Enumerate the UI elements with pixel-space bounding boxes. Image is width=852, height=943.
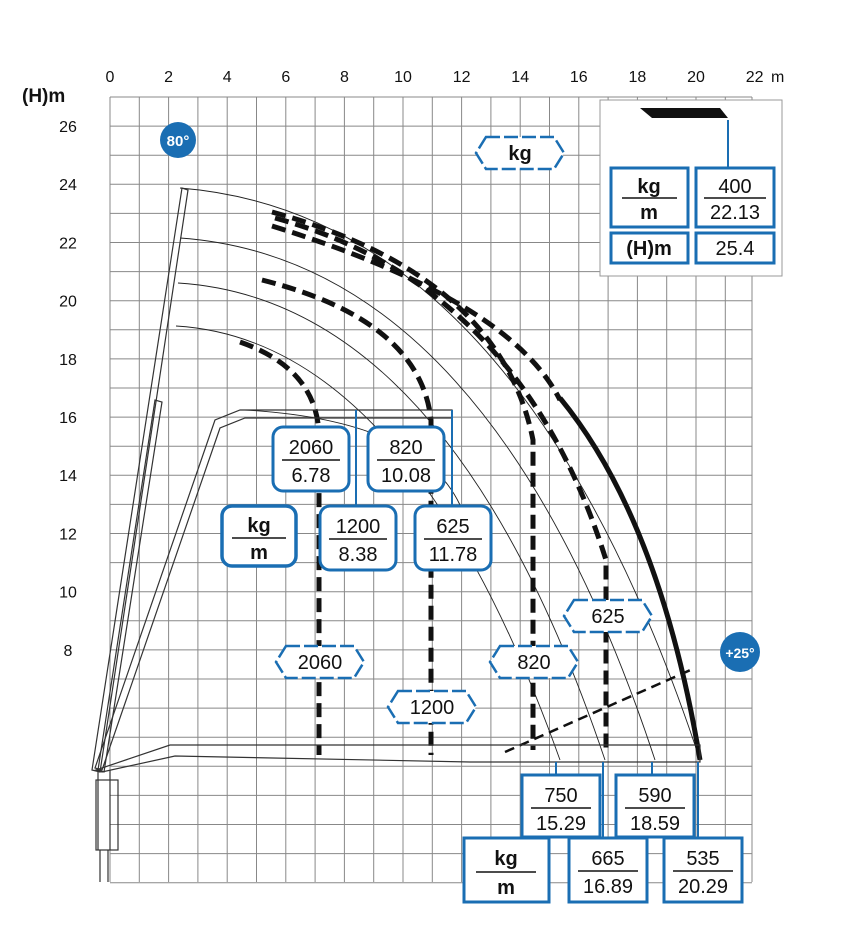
- load-kg: 820: [389, 437, 423, 459]
- load-box-750: [522, 775, 600, 837]
- unit-m-label-2: m: [497, 877, 515, 899]
- unit-box-bottom: [464, 838, 549, 902]
- legend-kg-label: kg: [637, 176, 661, 198]
- x-tick-label: 2: [164, 69, 174, 86]
- y-axis-title: (H)m: [22, 86, 66, 107]
- load-box-665: [569, 838, 647, 902]
- y-axis-ticks: [59, 119, 77, 660]
- load-box-535: [664, 838, 742, 902]
- load-kg: 750: [544, 785, 578, 807]
- boom-vertical: [92, 188, 188, 772]
- legend-h-label: (H)m: [626, 238, 672, 260]
- load-kg: 1200: [335, 516, 381, 538]
- y-tick-label: 12: [59, 526, 77, 544]
- load-box-820: [368, 427, 444, 491]
- x-tick-label: 8: [339, 69, 349, 86]
- y-tick-label: 8: [63, 642, 73, 660]
- unit-kg-label-2: kg: [494, 848, 518, 870]
- boom-symbol-icon: [640, 108, 728, 118]
- load-kg: 2060: [288, 437, 334, 459]
- boom-horizontal: [96, 745, 700, 772]
- load-box-590: [616, 775, 694, 837]
- load-reach: 15.29: [535, 813, 587, 835]
- kg-tag-820: [490, 646, 578, 678]
- max-reach-curve: [560, 398, 700, 760]
- y-tick-label: 26: [59, 119, 77, 136]
- legend-height: 25.4: [715, 238, 755, 260]
- kg-tag-label: kg: [508, 143, 532, 165]
- x-unit-label: m: [771, 69, 785, 86]
- x-tick-label: 10: [394, 69, 412, 86]
- load-kg: 535: [686, 848, 720, 870]
- kg-tag-label: 625: [591, 606, 625, 628]
- y-tick-label: 10: [59, 584, 77, 602]
- kg-tag-kg: [476, 137, 564, 169]
- legend-load: 400: [718, 176, 752, 198]
- load-reach: 20.29: [677, 876, 729, 898]
- load-kg: 665: [591, 848, 625, 870]
- load-reach: 18.59: [629, 813, 681, 835]
- x-axis-ticks: [106, 69, 764, 86]
- kg-tag-2060: [276, 646, 364, 678]
- boom-vertical-inner: [98, 400, 162, 772]
- x-tick-label: 4: [222, 69, 232, 86]
- load-reach: 8.38: [338, 544, 378, 566]
- kg-tag-label: 1200: [409, 697, 455, 719]
- kg-tag-625: [564, 600, 652, 632]
- x-tick-label: 18: [628, 69, 647, 86]
- load-box-1200: [320, 506, 396, 570]
- kg-tag-label: 2060: [297, 652, 343, 674]
- kg-tag-1200: [388, 691, 476, 723]
- load-reach: 11.78: [428, 544, 478, 566]
- load-kg: 625: [436, 516, 470, 538]
- x-tick-label: 20: [687, 69, 705, 86]
- crane-base: [98, 770, 110, 882]
- load-box-625: [415, 506, 491, 570]
- load-kg: 590: [638, 785, 672, 807]
- load-box-2060: [273, 427, 349, 491]
- kg-tag-label: 820: [517, 652, 551, 674]
- load-reach: 10.08: [380, 465, 432, 487]
- x-tick-label: 16: [569, 69, 588, 86]
- y-tick-label: 18: [59, 351, 77, 369]
- unit-box-mid: [222, 506, 296, 566]
- crane-column: [96, 780, 118, 850]
- y-tick-label: 22: [59, 235, 77, 253]
- angle-25-label: +25°: [725, 645, 755, 661]
- load-reach: 16.89: [582, 876, 634, 898]
- legend-reach: 22.13: [709, 202, 761, 224]
- x-tick-label: 22: [745, 69, 764, 86]
- angle-80-label: 80°: [166, 133, 190, 150]
- unit-m-label: m: [250, 542, 268, 564]
- x-tick-label: 12: [452, 69, 471, 86]
- x-tick-label: 6: [281, 69, 291, 86]
- load-reach: 6.78: [291, 465, 331, 487]
- y-tick-label: 24: [59, 177, 77, 195]
- legend-m-label: m: [640, 202, 658, 224]
- unit-kg-label: kg: [247, 515, 271, 537]
- x-tick-label: 0: [105, 69, 115, 86]
- y-tick-label: 20: [59, 293, 77, 311]
- y-tick-label: 14: [59, 468, 77, 486]
- y-tick-label: 16: [59, 410, 77, 427]
- x-tick-label: 14: [511, 69, 530, 86]
